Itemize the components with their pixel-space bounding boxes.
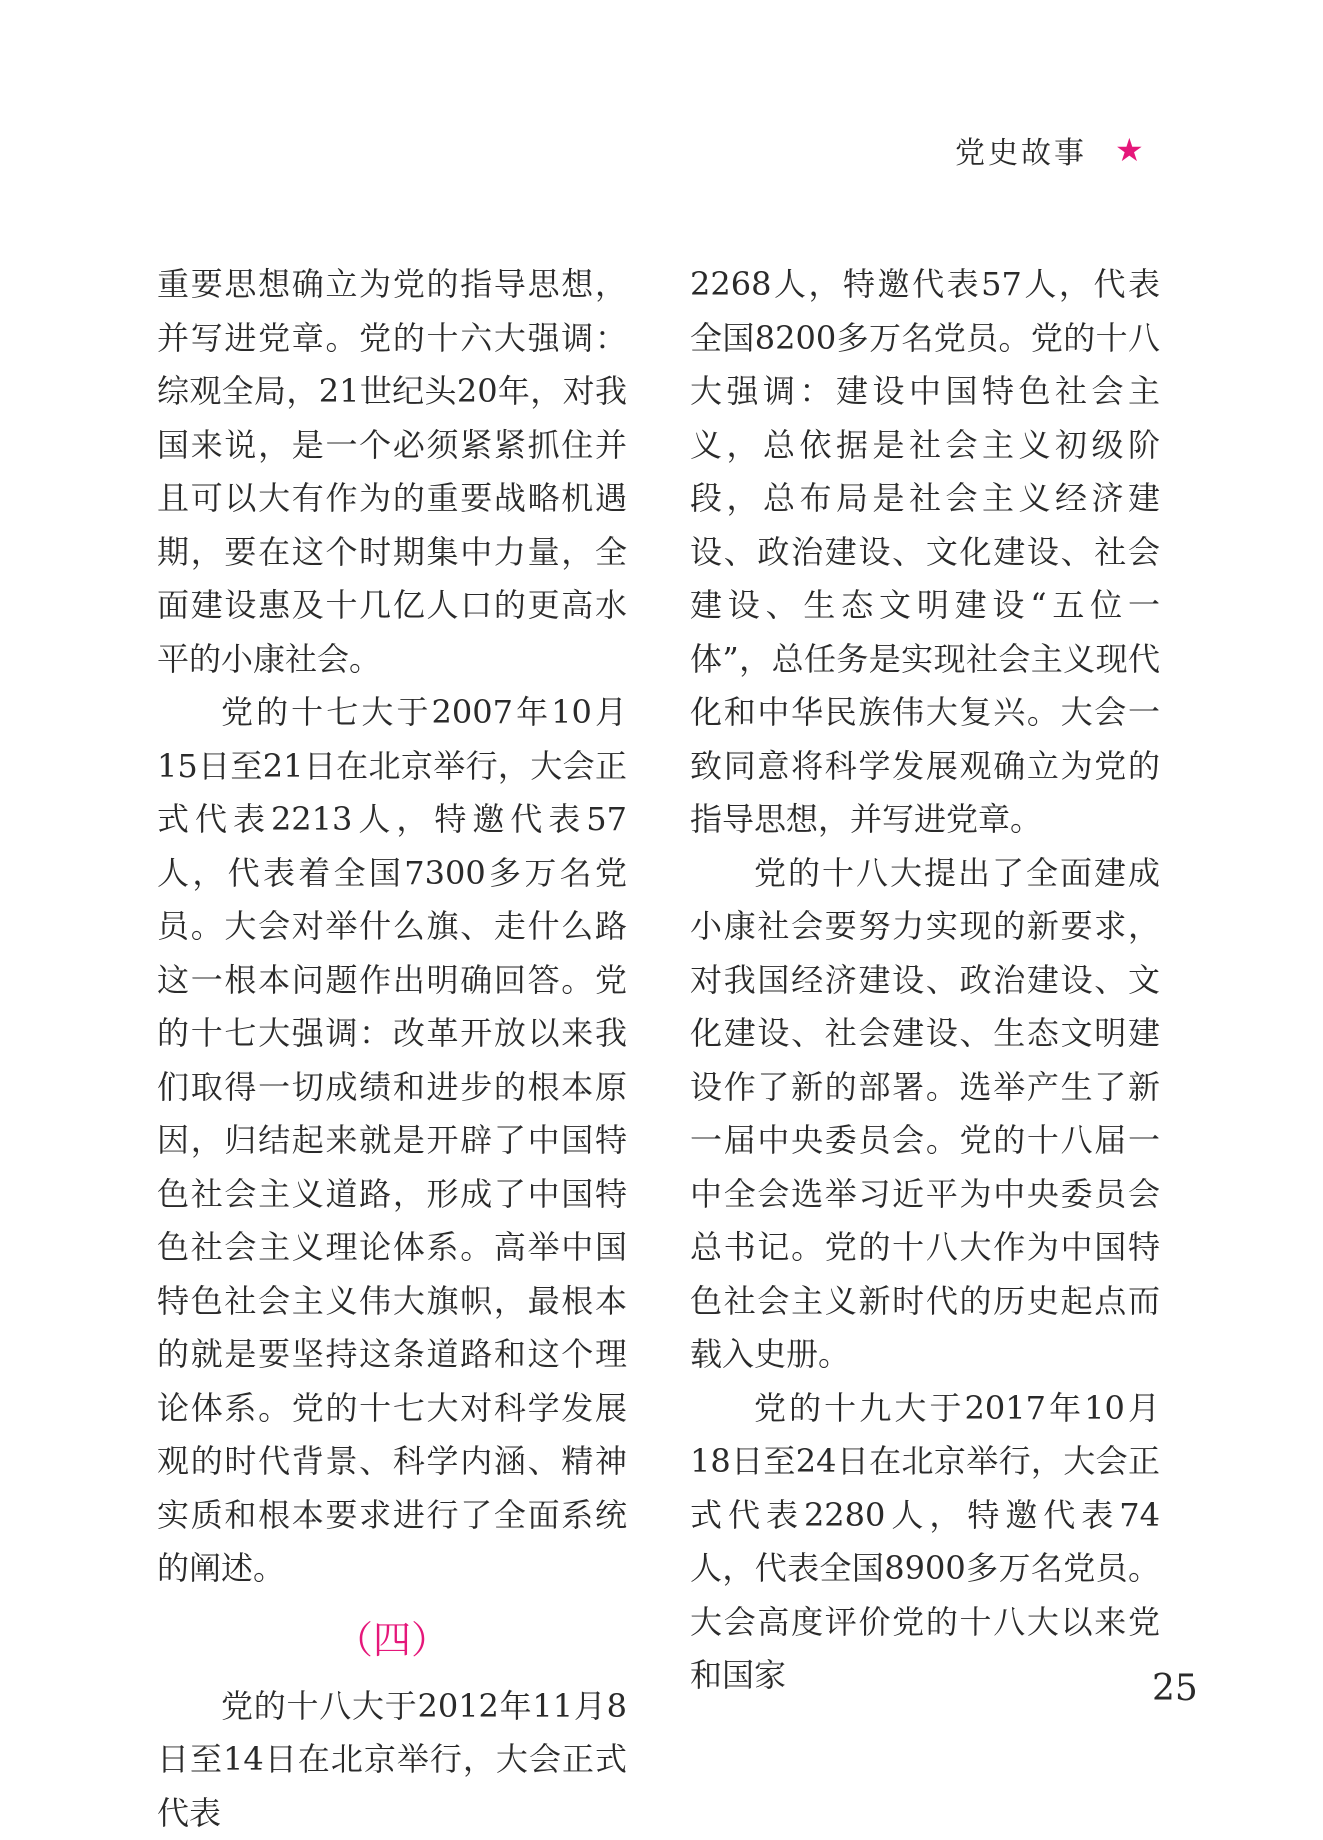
section-heading: （四） (157, 1610, 627, 1670)
paragraph-18th-congress-requirements: 党的十八大提出了全面建成小康社会要努力实现的新要求，对我国经济建设、政治建设、文化建设、社会建设、生态文明建设作了新的部署。选举产生了新一届中央委员会。党的十八届一中全会选举习近平为中央委员会总书记。党的十八大作为中国特色社会主义新时代的历史起点而载入史册。 (690, 847, 1160, 1382)
paragraph-18th-congress-start: 党的十八大于2012年11月8日至14日在北京举行，大会正式代表 (157, 1680, 627, 1840)
star-icon: ★ (1115, 134, 1144, 166)
left-column (157, 258, 627, 1840)
paragraph-17th-congress: 党的十七大于2007年10月15日至21日在北京举行，大会正式代表2213人，特邀代表57人，代表着全国7300多万名党员。大会对举什么旗、走什么路这一根本问题作出明确回答。党的十七大强调：改革开放以来我们取得一切成绩和进步的根本原因，归结起来就是开辟了中国特色社会主义道路，形成了中国特色社会主义理论体系。高举中国特色社会主义伟大旗帜，最根本的就是要坚持这条道路和这个理论体系。党的十七大对科学发展观的时代背景、科学内涵、精神实质和根本要求进行了全面系统的阐述。 (157, 686, 627, 1596)
paragraph-19th-congress: 党的十九大于2017年10月18日至24日在北京举行，大会正式代表2280人，特邀代表74人，代表全国8900多万名党员。大会高度评价党的十八大以来党和国家 (690, 1382, 1160, 1703)
running-header (955, 130, 1144, 170)
paragraph-continued: 重要思想确立为党的指导思想，并写进党章。党的十六大强调：综观全局，21世纪头20年，对我国来说，是一个必须紧紧抓住并且可以大有作为的重要战略机遇期，要在这个时期集中力量，全面建设惠及十几亿人口的更高水平的小康社会。 (157, 258, 627, 686)
page-number: 25 (1152, 1668, 1198, 1709)
right-column (690, 258, 1160, 1703)
header-title: 党史故事 (955, 128, 1087, 172)
paragraph-18th-congress-cont: 2268人，特邀代表57人，代表全国8200多万名党员。党的十八大强调：建设中国特色社会主义，总依据是社会主义初级阶段，总布局是社会主义经济建设、政治建设、文化建设、社会建设、生态文明建设“五位一体”，总任务是实现社会主义现代化和中华民族伟大复兴。大会一致同意将科学发展观确立为党的指导思想，并写进党章。 (690, 258, 1160, 847)
